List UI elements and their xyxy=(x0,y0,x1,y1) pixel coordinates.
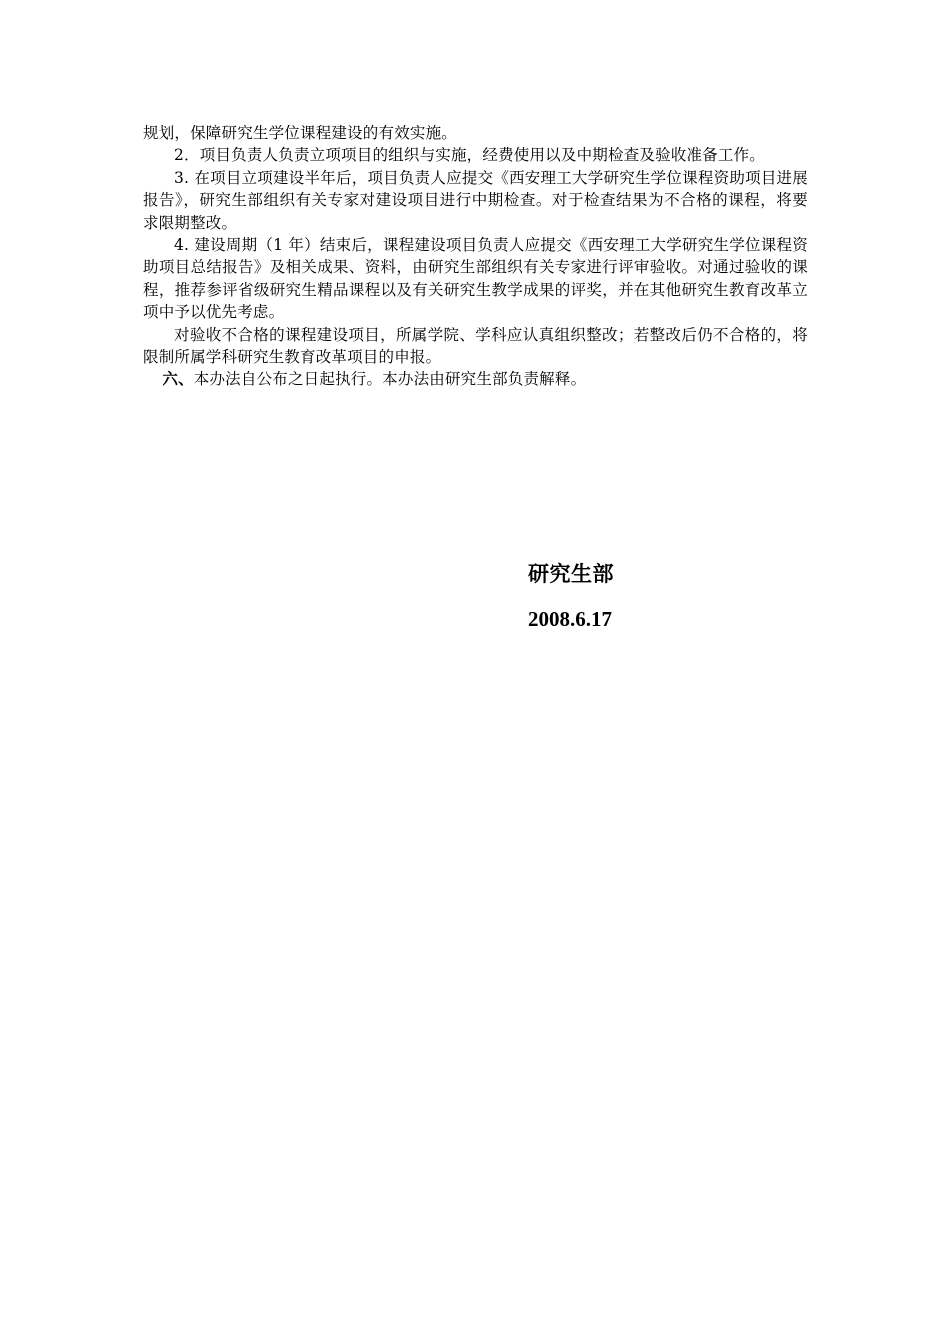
section-six xyxy=(143,368,808,390)
signature-date: 2008.6.17 xyxy=(528,607,612,631)
section-six-text: 本办法自公布之日起执行。本办法由研究生部负责解释。 xyxy=(193,370,587,389)
paragraph-rectification: 对验收不合格的课程建设项目，所属学院、学科应认真组织整改；若整改后仍不合格的，将限制所属学科研究生教育改革项目的申报。 xyxy=(143,325,808,367)
paragraph-continuation: 规划，保障研究生学位课程建设的有效实施。 xyxy=(143,124,458,142)
paragraph-item-3: 3. 在项目立项建设半年后，项目负责人应提交《西安理工大学研究生学位课程资助项目进展报告》，研究生部组织有关专家对建设项目进行中期检查。对于检查结果为不合格的课程，将要求限期整改。 xyxy=(143,168,808,232)
paragraph-item-4: 4. 建设周期（1 年）结束后，课程建设项目负责人应提交《西安理工大学研究生学位课程资助项目总结报告》及相关成果、资料，由研究生部组织有关专家进行评审验收。对通过验收的课程，推荐参评省级研究生精品课程以及有关研究生教学成果的评奖，并在其他研究生教育改革立项中予以优先考虑。 xyxy=(143,236,808,322)
signature-department: 研究生部 xyxy=(528,562,614,586)
section-six-number: 六、 xyxy=(162,370,194,389)
paragraph-item-2: 2．项目负责人负责立项项目的组织与实施，经费使用以及中期检查及验收准备工作。 xyxy=(174,146,765,165)
document-body xyxy=(143,122,808,391)
